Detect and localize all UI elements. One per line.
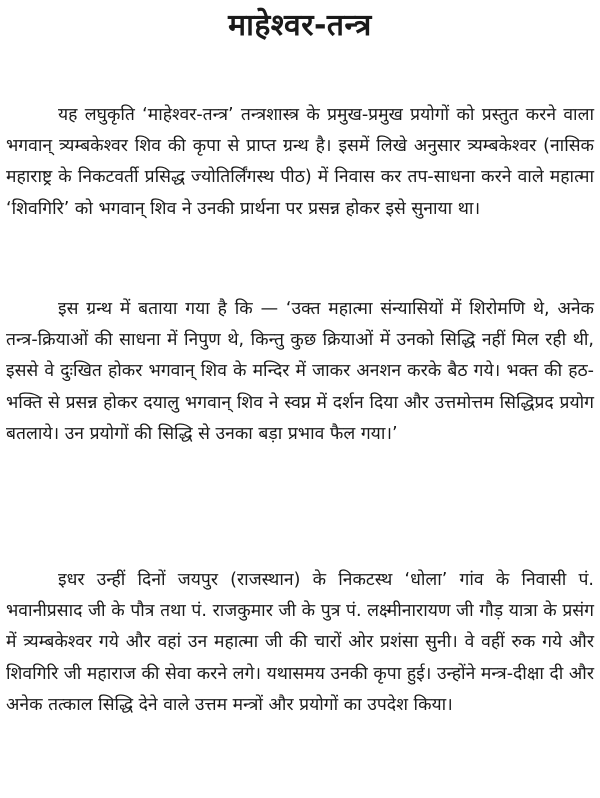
paragraph-2: इस ग्रन्थ में बताया गया है कि — ‘उक्त महात्मा संन्यासियों में शिरोमणि थे, अनेक तन्त्र-क्रियाओं की साधना में निपुण थे, किन्तु कुछ क्रियाओं में उनको सिद्धि नहीं मिल रही थी, इससे वे दुःखित होकर भगवान् शिव के मन्दिर में जाकर अनशन करके बैठ गये। भक्त की हठ-भक्ति से प्रसन्न होकर दयालु भगवान् शिव ने स्वप्न में दर्शन दिया और उत्तमोत्तम सिद्धिप्रद प्रयोग बतलाये। उन प्रयोगों की सिद्धि से उनका बड़ा प्रभाव फैल गया।’ — [6, 299, 594, 444]
document-title: माहेश्वर-तन्त्र — [228, 8, 372, 43]
paragraph-1: यह लघुकृति ‘माहेश्वर-तन्त्र’ तन्त्रशास्त्र के प्रमुख-प्रमुख प्रयोगों को प्रस्तुत करने वाला भगवान् त्र्यम्बकेश्वर शिव की कृपा से प्राप्त ग्रन्थ है। इसमें लिखे अनुसार त्र्यम्बकेश्वर (नासिक महाराष्ट्र के निकटवर्ती प्रसिद्ध ज्योतिर्लिंगस्थ पीठ) में निवास कर तप-साधना करने वाले महात्मा ‘शिवगिरि’ को भगवान् शिव ने उनकी प्रार्थना पर प्रसन्न होकर इसे सुनाया था। — [6, 105, 594, 219]
paragraph-3: इधर उन्हीं दिनों जयपुर (राजस्थान) के निकटस्थ ‘धोला’ गांव के निवासी पं. भवानीप्रसाद जी के पौत्र तथा पं. राजकुमार जी के पुत्र पं. लक्ष्मीनारायण जी गौड़ यात्रा के प्रसंग में त्र्यम्बकेश्वर गये और वहां उन महात्मा जी की चारों ओर प्रशंसा सुनी। वे वहीं रुक गये और शिवगिरि जी महाराज की सेवा करने लगे। यथासमय उनकी कृपा हुई। उन्होंने मन्त्र-दीक्षा दी और अनेक तत्काल सिद्धि देने वाले उत्तम मन्त्रों और प्रयोगों का उपदेश किया। — [6, 570, 594, 715]
